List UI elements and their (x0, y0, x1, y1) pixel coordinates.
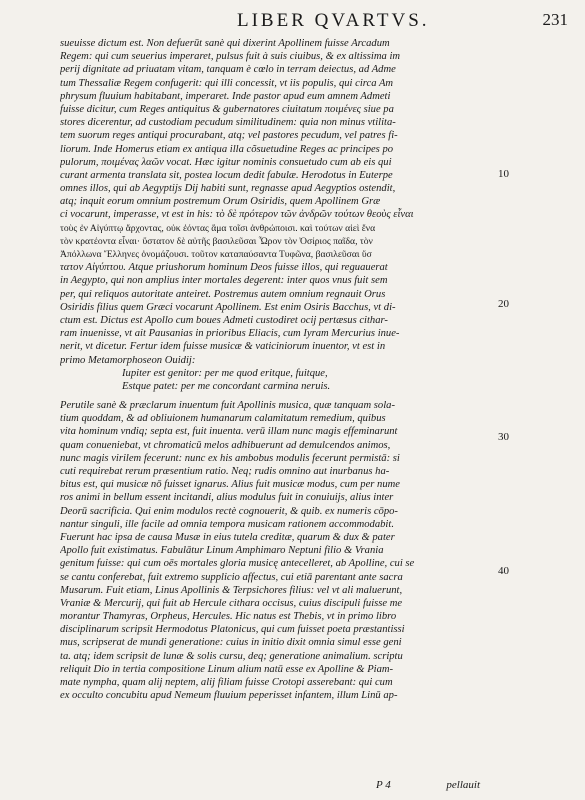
greek-line: τὸν κρατέοντα εἶναι· ὕστατον δὲ αὐτῆς βασιλεῦσαι Ὧρον τὸν Ὀσίριος παῖδα, τὸν (60, 235, 373, 247)
text-line: τατον Αἰγύπτου. Atque priushorum hominum Deos fuisse illos, qui reguauerat (60, 262, 388, 274)
text-line: Musarum. Fuit etiam, Linus Apollinis & Terpsichores filius: vel vt ali maluerunt, (60, 584, 403, 596)
text-line: curant armenta translata sit, postea locum dedit fabulæ. Herodotus in Euterpe (60, 169, 393, 181)
text-line: perij dignitate ad priuatam vitam, tanquam è cœlo in terram deiectus, ad Adme (60, 64, 396, 76)
text-line: per, qui reliquos autoritate anteiret. Postremus autem omnium regnauit Orus (60, 288, 386, 300)
text-line: se cantu conferebat, fuit extremo supplicio affectus, cui etiā parentant ante sacra (60, 571, 403, 583)
text-line: ros animi in bellum essent incitandi, alius modulus fuit in conuiuijs, alius inter (60, 492, 394, 504)
margin-line-number: 40 (498, 565, 509, 577)
text-line: primo Metamorphoseon Ouidij: (60, 354, 196, 366)
text-line: nunc magis virilem fecerunt: nunc ex his ambobus modulis fecerunt permistā: si (60, 452, 400, 464)
verse-line: Estque patet: per me concordant carmina neruis. (122, 380, 331, 392)
text-line: Osiridis filius quem Græci vocarunt Apollinem. Est enim Osiris Bacchus, vt di- (60, 301, 396, 313)
text-line: in Aegypto, qui non amplius inter mortales degerent: inter quos vnus fuit sem (60, 275, 388, 287)
verse-line: Iupiter est genitor: per me quod eritque, fuitque, (122, 367, 328, 379)
text-line: pulorum, ποιμένας λαῶν vocat. Hæc igitur nominis consuetudo cum ab eis qui (60, 156, 392, 168)
text-line: phrysum fluuium habitabant, imperaret. Inde pastor apud eum amnem Admeti (60, 90, 391, 102)
text-line: sueuisse dictum est. Non defuerūt sanè qui dixerint Apollinem fuisse Arcadum (60, 38, 390, 49)
text-line: quam conueniebat, vt chromaticū melos adhibuerunt ad demulcendos animos, (60, 439, 391, 451)
text-line: morantur Thamyras, Orpheus, Hercules. Hic natus est Thebis, vt in primo libro (60, 611, 397, 623)
text-line: reliquit Dio in tertia compositione Linum alium natū esse ex Apolline & Piam- (60, 663, 394, 675)
text-line: Perutile sanè & præclarum inuentum fuit Apollinis musica, quæ tanquam sola- (60, 400, 395, 412)
page-header (62, 10, 574, 36)
text-line: ci vocarunt, imperasse, vt est in his: τὸ δὲ πρότερον τῶν ἀνδρῶν τούτων θεοὺς εἶναι (60, 209, 414, 221)
text-line: nerit, vt dicetur. Fertur idem fuisse musicæ & vaticiniorum inuentor, vt est in (60, 341, 386, 353)
greek-line: Ἀπόλλωνα Ἕλληνες ὀνομάζουσι. τοῦτον καταπαύσαντα Τυφῶνα, βασιλεῦσαι ὕσ (60, 249, 372, 260)
text-line: ta. atq; idem scripsit de lunæ & solis cursu, deq; generatione animalium. scriptu (60, 650, 403, 662)
text-line: stores dicerentur, ad custodiam pecudum similitudinem: quia non minus vtilita- (60, 117, 396, 129)
text-line: tium quoddam, & ad obliuionem humanarum calamitatum remedium, quibus (60, 413, 386, 425)
text-line: Fuerunt hac ipsa de causa Musæ in eius tutela creditæ, quarum & dux & pater (60, 531, 395, 543)
text-line: bitus est, qui musicæ nō fuisset ignarus. Alius fuit musicæ modus, cum per nume (60, 479, 400, 491)
text-line: genitum fuisse: qui cum oēs mortales gloria musicę antecelleret, ab Apolline, cui se (60, 558, 415, 570)
running-title: LIBER QVARTVS. (237, 10, 430, 31)
text-line: Deorū sacrificia. Qui enim modulos rectè cognouerit, & quib. ex numeris cōpo- (60, 505, 398, 517)
text-line: ex occulto concubitu apud Nemeum fluuium peperisset infantem, illum Linū ap- (60, 690, 398, 702)
greek-line: τοὺς ἐν Αἰγύπτῳ ἄρχοντας, οὐκ ἐόντας ἅμα τοῖσι ἀνθρώποισι. καὶ τούτων αἰεὶ ἕνα (60, 222, 376, 234)
text-line: nantur singuli, ille facile ad omnia tempora musicam rationem accommodabit. (60, 518, 394, 530)
page-footer (60, 779, 480, 795)
text-line: disciplinarum scripsit Hermodotus Platonicus, qui cum fuisset poeta præstantissi (60, 624, 405, 636)
text-line: ram inuenisse, vt ait Pausanias in prioribus Eliacis, cum Iyram Mercurius inue- (60, 328, 400, 340)
text-line: ctum est. Dictus est Apollo cum boues Admeti custodiret ocij pertæsus cithar- (60, 314, 388, 326)
text-line: Regem: qui cum seuerius imperaret, pulsus fuit à suis ciuibus, & ex altissima im (60, 51, 401, 63)
text-line: tem suorum reges antiqui procurabant, atq; vel pastores pecudum, vel patres fi- (60, 130, 398, 142)
text-line: liorum. Inde Homerus etiam ex antiqua illa cõsuetudine Reges ac principes po (60, 143, 394, 155)
text-line: cuti requirebat rerum præsentium ratio. Neq; rudis omnino aut inurbanus ha- (60, 466, 390, 477)
text-line: Apollo fuit existimatus. Fabulātur Linum Amphimaro Neptuni filio & Vrania (60, 545, 384, 557)
page-number: 231 (542, 10, 568, 29)
text-line: vita hominum vndiq; septa est, fuit inuenta. verū illam nunc magis effeminarunt (60, 426, 398, 438)
signature-mark: P 4 (376, 779, 391, 791)
catchword: pellauit (446, 779, 480, 791)
text-line: atq; inquit eorum omnium postremum Orum Osiridis, quem Apollinem Græ (60, 196, 381, 208)
body-text (60, 37, 478, 702)
margin-line-number: 10 (498, 168, 509, 180)
text-line: mate nympha, quam alij neptem, alij filiam fuisse Crotopi asserebant: qui cum (60, 677, 393, 688)
text-line: Vraniæ & Mercurij, qui fuit ab Hercule cithara occisus, cuius discipuli fuisse me (60, 597, 403, 609)
margin-line-number: 20 (498, 298, 509, 310)
margin-line-number: 30 (498, 431, 509, 443)
text-line: tum Thessaliæ Regem confugerit: qui illi concessit, vt iis populis, qui circa Am (60, 77, 394, 89)
text-line: omnes illos, qui ab Aegyptijs Dij habiti sunt, regnasse apud Aegyptios ostendit, (60, 183, 396, 195)
text-line: mus, scripserat de mundi generatione: cuius in initio dixit omnia simul esse geni (60, 637, 402, 649)
text-line: fuisse dicitur, cum Reges antiquitus & gubernatores ciuitatum ποιμένες siue pa (60, 103, 394, 115)
